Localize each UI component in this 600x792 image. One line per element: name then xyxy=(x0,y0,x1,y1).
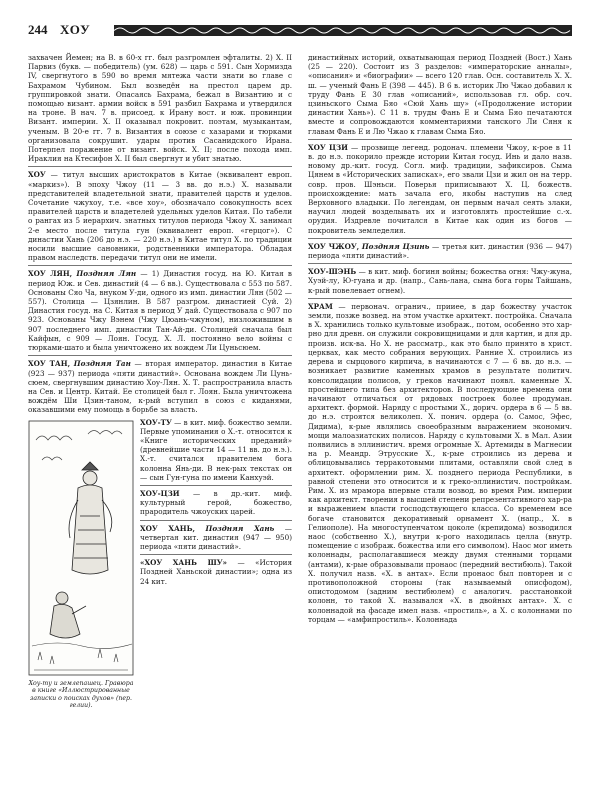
divider xyxy=(140,554,292,555)
entry-hou-lian xyxy=(28,269,292,352)
entry-hou-tsi xyxy=(140,489,292,517)
running-header xyxy=(28,22,572,40)
entry-headword: «ХОУ ХАНЬ ШУ» xyxy=(140,558,228,568)
figure-caption: Хоу-ту и землепашец. Гравюра в книге «Иллюстрированные записки о поисках духов» (пер. гелии). xyxy=(28,679,134,710)
divider xyxy=(140,520,292,521)
figure-area xyxy=(28,418,292,718)
entry-hou-chzhou xyxy=(308,242,572,260)
entry-alt-name: Поздняя Лян xyxy=(76,269,137,279)
entry-text: — в кит. миф. божество земли. Первые упоминания о Х.-т. относятся к «Книге исторических преданий» (древнейшие части 14 — 11 вв. до н.э.). Х.-т. считался правителем бога колонна Янь-ди. В нек-рых текстах он — сын Гун-гуна по имени Канхуэй. xyxy=(140,417,292,482)
continued-paragraph: династийных историй, охватывающая период Поздней (Вост.) Хань (25 — 220). Состоит из 3 разделов: «императорские анналы», «описания» и «биографии» — всего 120 глав. Осн. составитель Х. Х. ш. — ученый Фань Е (398 — 445). В 6 в. историк Лю Чжао добавил к труду Фань Е 30 глав «описаний», использовав гл. обр. соч. цзиньского Сыма Бяо «Сюй Хань шу» («Продолжение истории династии Хань»). С 11 в. труды Фань Е и Сыма Бяо печатаются вместе и сопровождаются комментариями танского Ли Сяня к главам Фань Е и Лю Чжао к главам Сыма Бяо. xyxy=(308,53,572,136)
entry-hou-tszi xyxy=(308,143,572,235)
entry-headword: ХОУ ЦЗИ xyxy=(308,142,348,152)
page-number: 244 xyxy=(28,22,48,37)
entry-alt-name: Поздняя Тан xyxy=(73,359,131,369)
entry-headword: ХОУ ЧЖОУ, xyxy=(308,241,360,251)
entry-text: — прозвище легенд. родонач. племени Чжоу, к-рое в 11 в. до н.э. покорило прежде истории Китая госуд. Инь и дало назв. новому др.-кит. госуд. Согл. миф. традиции, зафиксиров. Сыма Цянем в «Исторических записках», его звали Цзи и жил он на терр. совр. пров. Шэньси. Поверья приписывают Х. Ц. божеств. происхождение: мать зачала его, якобы наступив на след Верховного владыки. По легендам, он первым начал сеять злаки, научил людей возделывать их и изготовлять простейшие с.-х. орудия. Издревле почитался в Китае как один из богов — покровитель земледелия. xyxy=(308,142,572,235)
entry-text: — в др.-кит. миф. культурный герой, божество, прародитель чжоуских царей. xyxy=(140,488,292,517)
entry-headword: ХОУ ТАН, xyxy=(28,359,71,369)
header-ornament xyxy=(114,25,572,36)
entry-headword: ХОУ xyxy=(28,170,46,180)
divider xyxy=(308,238,572,239)
entry-hou xyxy=(28,170,292,262)
entry-headword: ХОУ-ЦЗИ xyxy=(140,488,180,498)
entry-headword: ХОУ ЛЯН, xyxy=(28,269,73,279)
engraving-illustration xyxy=(28,420,134,676)
divider xyxy=(28,166,292,167)
entry-text: — «История Поздней Ханьской династии»; одна из 24 кит. xyxy=(140,558,292,586)
divider xyxy=(308,263,572,264)
entry-hou-han-shu xyxy=(140,558,292,586)
entry-hou-han xyxy=(140,524,292,552)
left-column xyxy=(28,53,292,718)
continued-paragraph: захвачен Йемен; на В. в 60-х гг. был разгромлен эфталиты. 2) Х. II Парвиз (букв. — победитель) (ум. 628) — царь с 591. Сын Хормизда IV, свергнутого в 590 во время мятежа части знати во главе с Бахрамом Чубином. Был возведён на престол царем др. группировкой знати. Опасаясь Бахрама, бежал в Византию и с помощью визант. армии войск в 591 разбил Бахрама и утвердился на троне. В нач. 7 в. присоед. к Ирану вост. и юж. провинции Визант. империи. Х. II оказывал покровит. поэтам, музыкантам, ученым. В 20-е гг. 7 в. Византия в союзе с хазарами и тюрками организовала сокрушит. удары против Сасанидского Ирана. Потерпел поражение от визант. войск. Х. II; после похода имп. Ираклия на Ктесифон Х. II был свергнут и убит знатью. xyxy=(28,53,292,164)
entry-text: — четвертая кит. династия (947 — 950) периода «пяти династий». xyxy=(140,523,292,551)
entry-headword: ХОУ-ШЭНЬ xyxy=(308,267,357,277)
entry-text: — титул высших аристократов в Китае (эквивалент европ. «маркиз»). В эпоху Чжоу (11 — 3 вв. до н.э.) Х. называли представителей владетельной знати, правителей царств и уделов. Сочетание чжухоу, т.е. «все хоу», обозначало совокупность всех правителей царств и владетелей удельных уделов Китая. По табели о рангах из 5 иерархич. знатных титулов периода Чжоу Х. занимал 2-е место после титула гун (эквивалент европ. «герцог»). С династии Хань (206 до н.э. — 220 н.э.) в Китае титул Х. по традиции носили высшие сановники, родственники императора. Обладая правом наследств. передачи титул они не имели. xyxy=(28,170,292,263)
divider xyxy=(28,355,292,356)
divider xyxy=(28,265,292,266)
entry-text: — 1) Династия госуд. на Ю. Китая в период Юж. и Сев. династий (4 — 6 вв.). Существовала с 553 по 587. Основаны Сяо Ча, внуком У-ди, одного из имп. династии Лян (502 — 557). Столица — Цзянлин. В 587 разгром. династией Суй. 2) Династия госуд. на С. Китая в период У дай. Существовала с 907 по 923. Основаны Чжу Вэнем (Чжу Цюань-чжуном), низложившим в 907 последнего имп. династии Тан-Ай-ди. Столицей сначала был Кайфын, с 909 — Лоян. Госуд. Х. Л. постоянно вело войны с тюрками-шато и была уничтожено их вождем Ли Цуньсюем. xyxy=(28,269,292,353)
entry-headword: ХОУ ХАНЬ, xyxy=(140,523,196,533)
entry-headword: ХРАМ xyxy=(308,301,333,311)
entry-text: — в кит. миф. богиня войны; божества огня: Чжу-жуна, Хуэй-лу, Ю-гуана и др. (напр., Сань-лана, сына бога горы Тайшань, к-рый повелевает огнем). xyxy=(308,267,572,295)
entry-headword: ХОУ-ТУ xyxy=(140,417,172,427)
divider xyxy=(308,298,572,299)
entry-text: — третья кит. династия (936 — 947) периода «пяти династий». xyxy=(308,241,572,261)
entry-hou-shen xyxy=(308,267,572,295)
entry-hram xyxy=(308,302,572,624)
running-head: ХОУ xyxy=(60,22,91,37)
entry-text: — первонач. огранич., прииее, в дар божеству участок земли, позже возвед. на этом участке архитект. постройка. Сначала в Х. хранились только культовые изображ., потом, особенно это хар-рно для древн. он служили сокровищницами и для картин, и для др. произв. иск-ва. Но Х. не рассматр., как это было принято в христ. церквах, как место собрания верующих. Ранние Х. строились из дерева и сырцового кирпича, в начинаются с 7 — 6 вв. до н.э. — возникает развитие каменных храмов в результате политич. консолидации полисов, у греков начинают появл. каменные Х. простейшего типа без архитекторов. В последующие времена они начинают отличаться от рядовых построек более продуман. архитект. формой. Наряду с простыми Х., дорич. ордера в 6 — 5 вв. до н.э. строятся великолеп. Х. понич. ордера (о. Самос, Эфес, Дидима), к-рые являлись своеобразным выражением экономич. мощи малоазиатских полисов. Наряду с культовыми Х. в Мал. Азии появились в эллинистич. время огромные Х. Артемиды в Магнесии на р. Меандр. Этрусские Х., к-рые строились из дерева и облицовывались терракотовыми плитами, оставляли свой след в архитект. оформлении рим. Х. позднего периода Республики, в равной степени это относится и к греко-эллинистич. постройкам. Рим. Х. из мрамора впервые стали возвод. во время Рим. империи как архитект. творения в высшей степени репрезентативного хар-ра и выражением власти господствующего класса. Со временем все богаче становится декоративный орнамент Х. (напр., Х. в Гелиополе). На многоступенчатом цоколе (крепидома) возводился наос (собственно Х.), внутри к-рого находилась целла (внутр. помещение с изображ. божества или его символом). Наос мог иметь колоннады, располагавшиеся между двумя стенными торцами (антами), к-рые образовывали пронаос (передний вестибюль). Такой Х. получил назв. «Х. в антах». Если пронаос был повторен и с противоположной стороны (так называемый описфодом), опистодомом (задним вестибюлем) с аналогич. расстановкой колонн, то такой Х. назывался «Х. в двойных антах». Х. с колоннадой на фасаде имел назв. «простиль», а Х. с колоннами по торцам — «амфипростиль». Колоннада xyxy=(308,301,572,624)
entry-hou-tan xyxy=(28,359,292,414)
right-column xyxy=(308,53,572,627)
figure-side-entries xyxy=(140,418,292,589)
entry-hou-tu xyxy=(140,418,292,482)
divider xyxy=(140,485,292,486)
entry-alt-name: Поздняя Цзинь xyxy=(361,241,430,251)
entry-alt-name: Поздняя Хань xyxy=(205,523,275,533)
entry-text: — вторая император. династия в Китае (923 — 937) периода «пяти династий». Основана вождем Ли Цунь-сюем, свергнувшим династию Хоу-Лян. Х. Т. распространила власть на Сев. и Центр. Китай. Ее столицей был г. Лоян. Была уничтожена вождём Ши Цзин-таном, к-рый вступил в союз с киданями, оказавшими ему помощь в борьбе за власть. xyxy=(28,359,292,415)
divider xyxy=(308,139,572,140)
